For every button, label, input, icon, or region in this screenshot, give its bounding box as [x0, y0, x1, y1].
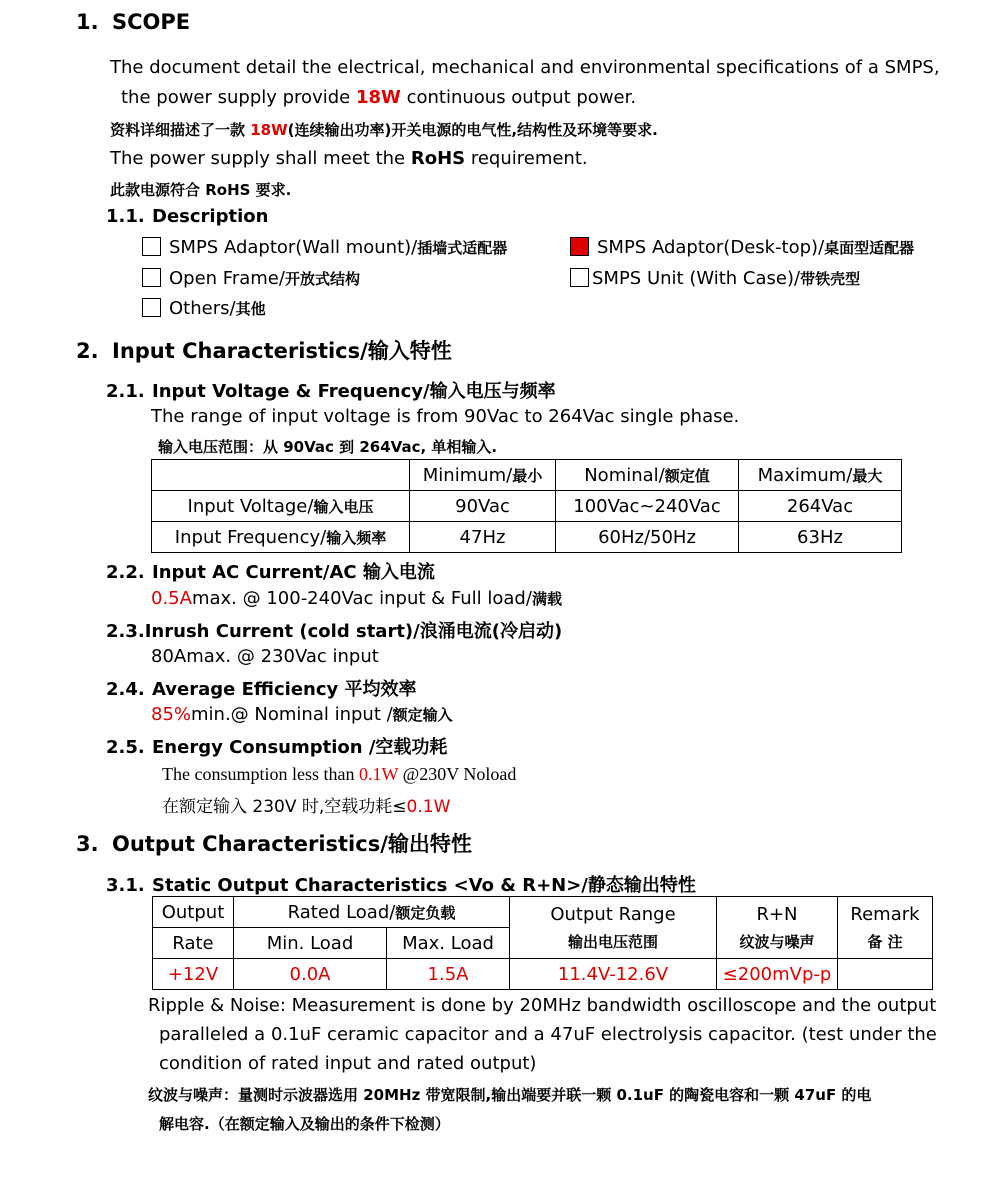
text-span: continuous output power. [400, 87, 637, 108]
table-header-cell [410, 460, 556, 491]
option-label: SMPS Adaptor(Desk-top)/ [597, 237, 825, 258]
header-min-load: Min. Load [234, 928, 387, 959]
option-open-frame[interactable] [142, 268, 360, 289]
section-1-heading [76, 10, 190, 34]
checkbox-unchecked[interactable] [570, 268, 589, 287]
table-header-cell [556, 460, 739, 491]
header-en: Nominal/ [584, 464, 665, 486]
table-cell: 100Vac~240Vac [556, 491, 739, 522]
section-2-heading [76, 335, 452, 365]
input-current-text [151, 588, 562, 609]
row-label-cn: 输入频率 [326, 528, 387, 547]
header-cn: 最小 [512, 466, 543, 485]
output-spec-table [152, 896, 933, 990]
option-label-cn: 桌面型适配器 [824, 239, 915, 257]
header-en: Maximum/ [757, 464, 853, 486]
subsection-2-3-heading [106, 617, 562, 643]
text-span: 在额定输入 230V 时,空载功耗≤ [162, 797, 407, 817]
rohs-chinese-line: 此款电源符合 RoHS 要求. [110, 181, 292, 199]
text-span: requirement. [465, 148, 588, 169]
subsection-title: Energy Consumption /空载功耗 [152, 737, 448, 758]
table-cell: ≤200mVp-p [717, 959, 838, 990]
text-span: The consumption less than [162, 764, 359, 784]
power-highlight: 18W [355, 87, 401, 108]
subsection-number: 2.5. [106, 737, 145, 758]
header-rated-load [234, 897, 510, 928]
row-label-en: Input Voltage/ [187, 495, 314, 517]
header-en: Remark [850, 903, 920, 925]
section-title: SCOPE [112, 10, 191, 34]
table-row [152, 491, 902, 522]
header-cn: 额定值 [664, 466, 710, 485]
option-label-cn: 带铁壳型 [800, 270, 861, 288]
header-max-load: Max. Load [387, 928, 510, 959]
subsection-2-5-heading [106, 733, 447, 759]
text-span-cn: 额定输入 [392, 706, 453, 724]
header-en: R+N [756, 903, 798, 925]
ripple-note-chinese-1: 纹波与噪声：量测时示波器选用 20MHz 带宽限制,输出端要并联一颗 0.1uF 的陶瓷电容和一颗 47uF 的电 [148, 1086, 872, 1104]
header-cn: 最大 [852, 466, 883, 485]
text-span: (连续输出功率)开关电源的电气性,结构性及环境等要求. [287, 121, 658, 139]
rohs-line [110, 148, 588, 169]
option-label-cn: 插墙式适配器 [417, 239, 508, 257]
subsection-title: Static Output Characteristics <Vo & R+N>/静态输出特性 [152, 875, 696, 896]
text-span: 资料详细描述了一款 [110, 121, 251, 139]
table-cell: 264Vac [739, 491, 902, 522]
text-span: the power supply provide [121, 87, 356, 108]
subsection-title: Input Voltage & Frequency/输入电压与频率 [152, 381, 556, 402]
table-cell: 47Hz [410, 522, 556, 553]
input-spec-table [151, 459, 902, 553]
section-number: 3. [76, 832, 99, 856]
text-span: min.@ Nominal input / [191, 704, 393, 725]
header-cn: 输出电压范围 [567, 932, 658, 951]
option-label: Others/ [169, 298, 236, 319]
option-label-cn: 其他 [235, 300, 266, 318]
subsection-2-2-heading [106, 558, 435, 584]
table-cell: 0.0A [234, 959, 387, 990]
option-label: Open Frame/ [169, 268, 285, 289]
checkbox-unchecked[interactable] [142, 268, 161, 287]
table-cell [838, 959, 933, 990]
text-span: @230V Noload [398, 764, 517, 784]
header-cn: 纹波与噪声 [739, 932, 815, 951]
subsection-2-4-heading [106, 675, 417, 701]
ripple-note-line-2: paralleled a 0.1uF ceramic capacitor and a 47uF electrolysis capacitor. (test under the [159, 1024, 937, 1045]
header-remark [838, 897, 933, 959]
table-corner-cell [152, 460, 410, 491]
header-output-range [510, 897, 717, 959]
rohs-bold: RoHS [410, 148, 466, 169]
header-en: Minimum/ [422, 464, 513, 486]
row-label-en: Input Frequency/ [174, 526, 327, 548]
header-output: Output [153, 897, 234, 928]
table-cell: 90Vac [410, 491, 556, 522]
subsection-3-1-heading [106, 871, 696, 897]
section-title: Output Characteristics/输出特性 [112, 832, 472, 856]
text-span: The power supply shall meet the [110, 148, 411, 169]
section-number: 1. [76, 10, 99, 34]
option-label: SMPS Adaptor(Wall mount)/ [169, 237, 418, 258]
row-label-cell [152, 522, 410, 553]
option-others[interactable] [142, 298, 266, 319]
ripple-note-chinese-2: 解电容.（在额定输入及输出的条件下检测） [159, 1115, 450, 1133]
header-rate: Rate [153, 928, 234, 959]
header-en: Rated Load/ [287, 901, 396, 923]
checkbox-unchecked[interactable] [142, 298, 161, 317]
row-label-cn: 输入电压 [313, 497, 374, 516]
table-header-row [152, 460, 902, 491]
efficiency-highlight: 85% [151, 704, 192, 725]
subsection-number: 2.4. [106, 679, 145, 700]
header-cn: 额定负载 [395, 903, 456, 922]
scope-paragraph-line-2 [121, 87, 636, 108]
subsection-title: Average Efficiency 平均效率 [152, 679, 417, 700]
table-row [153, 959, 933, 990]
input-range-text: The range of input voltage is from 90Vac to 264Vac single phase. [151, 406, 740, 427]
table-cell: 1.5A [387, 959, 510, 990]
text-span-cn: 满载 [531, 590, 562, 608]
input-range-chinese: 输入电压范围：从 90Vac 到 264Vac, 单相输入. [158, 438, 498, 456]
efficiency-text [151, 704, 453, 725]
table-cell: 63Hz [739, 522, 902, 553]
consumption-chinese [162, 792, 450, 817]
scope-chinese-line [110, 119, 658, 140]
text-span: max. @ 100-240Vac input & Full load/ [191, 588, 532, 609]
table-cell: 11.4V-12.6V [510, 959, 717, 990]
section-title: Input Characteristics/输入特性 [112, 339, 452, 363]
table-row [152, 522, 902, 553]
consumption-text [162, 764, 516, 785]
subsection-2-1-heading [106, 377, 556, 403]
table-header-row [153, 897, 933, 928]
consumption-highlight: 0.1W [358, 764, 399, 784]
header-rn [717, 897, 838, 959]
consumption-highlight: 0.1W [406, 797, 451, 817]
subsection-number: 1.1. [106, 206, 145, 227]
subsection-number: 2.1. [106, 381, 145, 402]
ripple-note-line-1: Ripple & Noise: Measurement is done by 20MHz bandwidth oscilloscope and the output [148, 995, 937, 1016]
table-cell: 60Hz/50Hz [556, 522, 739, 553]
subsection-title: Input AC Current/AC 输入电流 [152, 562, 435, 583]
section-3-heading [76, 828, 472, 858]
subsection-number: 2.2. [106, 562, 145, 583]
checkbox-checked[interactable] [570, 237, 589, 256]
header-cn: 备 注 [867, 932, 903, 951]
table-cell: +12V [153, 959, 234, 990]
ripple-note-line-3: condition of rated input and rated output) [159, 1053, 537, 1074]
table-header-cell [739, 460, 902, 491]
current-highlight: 0.5A [151, 588, 192, 609]
option-desk-top[interactable] [570, 237, 914, 258]
subsection-1-1-heading [106, 206, 268, 227]
power-highlight: 18W [250, 121, 288, 139]
subsection-number: 3.1. [106, 875, 145, 896]
subsection-title: Inrush Current (cold start)/浪涌电流(冷启动) [144, 621, 563, 642]
section-number: 2. [76, 339, 99, 363]
scope-paragraph-line-1: The document detail the electrical, mechanical and environmental specifications of a SMPS, [110, 57, 940, 78]
checkbox-unchecked[interactable] [142, 237, 161, 256]
subsection-number: 2.3. [106, 621, 145, 642]
option-smps-unit[interactable] [570, 268, 860, 289]
inrush-text: 80Amax. @ 230Vac input [151, 646, 379, 667]
row-label-cell [152, 491, 410, 522]
header-en: Output Range [550, 903, 676, 925]
option-label: SMPS Unit (With Case)/ [592, 268, 801, 289]
subsection-title: Description [152, 206, 269, 227]
option-label-cn: 开放式结构 [284, 270, 360, 288]
option-wall-mount[interactable] [142, 237, 507, 258]
